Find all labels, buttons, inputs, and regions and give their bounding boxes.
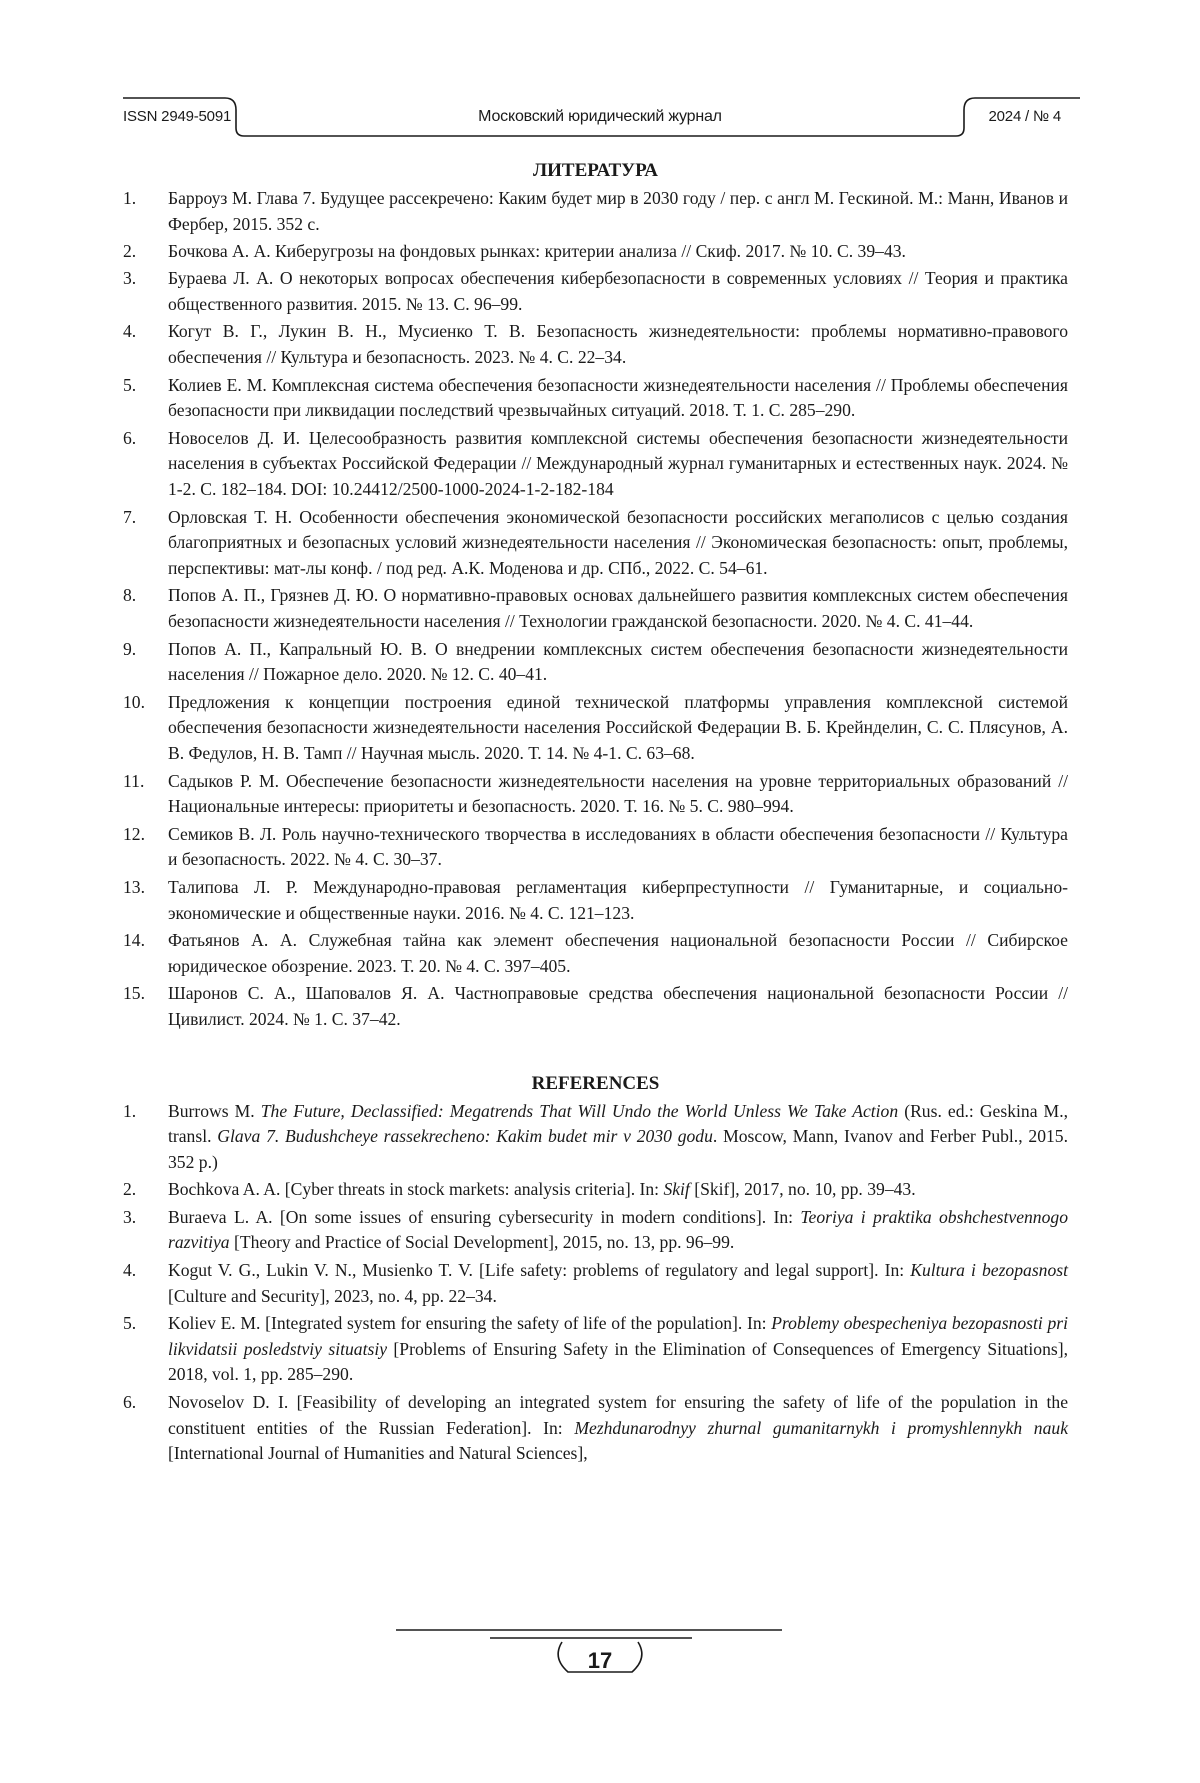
literature-item — [123, 239, 1068, 265]
item-number: 3. — [123, 266, 168, 318]
item-text: Талипова Л. Р. Международно-правовая регламентация киберпреступности // Гуманитарные, и социально-экономические и общественные науки. 2016. № 4. С. 121–123. — [168, 875, 1068, 927]
item-text-part: Burrows M. — [168, 1101, 261, 1121]
literature-item — [123, 769, 1068, 821]
reference-item — [123, 1177, 1068, 1203]
item-number: 2. — [123, 1177, 168, 1203]
reference-item — [123, 1390, 1068, 1467]
item-text-part: [Culture and Security], 2023, no. 4, pp. 22–34. — [168, 1286, 497, 1306]
item-title-italic: The Future, Declassified: Megatrends That Will Undo the World Unless We Take Action — [261, 1101, 898, 1121]
literature-item — [123, 637, 1068, 689]
item-text-part: [Theory and Practice of Social Development], 2015, no. 13, pp. 96–99. — [230, 1232, 735, 1252]
item-text-part: Kogut V. G., Lukin V. N., Musienko T. V. [Life safety: problems of regulatory and legal support]. In: — [168, 1260, 910, 1280]
item-number: 10. — [123, 690, 168, 767]
literature-item — [123, 583, 1068, 635]
item-number: 11. — [123, 769, 168, 821]
item-number: 9. — [123, 637, 168, 689]
literature-list — [123, 186, 1068, 1033]
item-text-part: [International Journal of Humanities and Natural Sciences], — [168, 1443, 588, 1463]
item-text: Барроуз М. Глава 7. Будущее рассекречено: Каким будет мир в 2030 году / пер. с англ М. Гескиной. М.: Манн, Иванов и Фербер, 2015. 352 с. — [168, 186, 1068, 238]
literature-item — [123, 426, 1068, 503]
item-text — [168, 1205, 1068, 1257]
references-list — [123, 1099, 1068, 1468]
item-text — [168, 1099, 1068, 1176]
item-title-italic: Mezhdunarodnyy zhurnal gumanitarnykh i promyshlennykh nauk — [574, 1418, 1068, 1438]
item-number: 14. — [123, 928, 168, 980]
item-number: 6. — [123, 426, 168, 503]
item-text — [168, 1311, 1068, 1388]
item-text-part: [Problems of Ensuring Safety in the Elimination of Consequences of Emergency Situations], 2018, vol. 1, pp. 285–290. — [168, 1339, 1068, 1385]
item-number: 3. — [123, 1205, 168, 1257]
reference-item — [123, 1258, 1068, 1310]
issn-label: ISSN 2949-5091 — [123, 108, 231, 125]
item-text: Семиков В. Л. Роль научно-технического творчества в исследованиях в области обеспечения без­опасности // Культура и безопасность. 2022. № 4. С. 30–37. — [168, 822, 1068, 874]
literature-item — [123, 822, 1068, 874]
literature-item — [123, 928, 1068, 980]
item-text — [168, 1390, 1068, 1467]
literature-item — [123, 875, 1068, 927]
item-title-italic: Problemy obespecheniya bezopasnosti pri likvidatsii posledstviy situatsiy — [168, 1313, 1068, 1359]
item-text-part: (Rus. ed.: Geskina M., transl. — [168, 1101, 1068, 1147]
item-number: 12. — [123, 822, 168, 874]
item-text-part: [Skif], 2017, no. 10, pp. 39–43. — [690, 1179, 916, 1199]
item-number: 5. — [123, 1311, 168, 1388]
item-text: Фатьянов А. А. Служебная тайна как элемент обеспечения национальной безопасности России // Сибирское юридическое обозрение. 2023. Т. 20. № 4. С. 397–405. — [168, 928, 1068, 980]
item-text-part: Novoselov D. I. [Feasibility of developing an integrated system for ensuring the safety of life of the population in the constituent entities of the Russian Federation]. In: — [168, 1392, 1068, 1438]
reference-item — [123, 1311, 1068, 1388]
literature-item — [123, 319, 1068, 371]
page-content — [123, 158, 1068, 1469]
literature-item — [123, 266, 1068, 318]
item-number: 15. — [123, 981, 168, 1033]
page-number: 17 — [0, 1648, 1200, 1674]
header-rule — [0, 0, 1200, 160]
literature-item — [123, 690, 1068, 767]
item-text-part: Koliev E. M. [Integrated system for ensuring the safety of life of the population]. In: — [168, 1313, 771, 1333]
item-number: 7. — [123, 505, 168, 582]
item-text: Шаронов С. А., Шаповалов Я. А. Частноправовые средства обеспечения национальной безопас­ности России // Цивилист. 2024. № 1. С. 37–42. — [168, 981, 1068, 1033]
literature-item — [123, 373, 1068, 425]
literature-item — [123, 505, 1068, 582]
item-title-italic: Skif — [663, 1179, 689, 1199]
item-text: Садыков Р. М. Обеспечение безопасности жизнедеятельности населения на уровне территори­альных образований // Национальные интересы: приоритеты и безопасность. 2020. Т. 16. № 5. С. 980–994. — [168, 769, 1068, 821]
item-text: Колиев Е. М. Комплексная система обеспечения безопасности жизнедеятельности населения // Проблемы обеспечения безопасности при ликвидации последствий чрезвычайных ситуаций. 2018. Т. 1. С. 285–290. — [168, 373, 1068, 425]
item-text: Предложения к концепции построения единой технической платформы управления комплекс­ной системой обеспечения безопасности жизнедеятельности населения Российской Федерации В. Б. Крейнделин, С. С. Плясунов, А. В. Федулов, Н. В. Тамп // Научная мысль. 2020. Т. 14. № 4-1. С. 63–68. — [168, 690, 1068, 767]
item-text: Бочкова А. А. Киберугрозы на фондовых рынках: критерии анализа // Скиф. 2017. № 10. С. 39–43. — [168, 239, 1068, 265]
literature-item — [123, 186, 1068, 238]
issue-label: 2024 / № 4 — [989, 108, 1061, 125]
item-number: 6. — [123, 1390, 168, 1467]
reference-item — [123, 1099, 1068, 1176]
item-title-italic: Glava 7. Budushcheye rassekrecheno: Kakim budet mir v 2030 godu — [217, 1126, 713, 1146]
item-text — [168, 1177, 1068, 1203]
item-text-part: . Moscow, Mann, Ivanov and Ferber Publ., 2015. 352 p.) — [168, 1126, 1068, 1172]
item-number: 4. — [123, 319, 168, 371]
item-text: Попов А. П., Грязнев Д. Ю. О нормативно-правовых основах дальнейшего развития комплекс­ных систем обеспечения безопасности жизнедеятельности населения // Технологии граждан­ской безопасности. 2020. № 4. С. 41–44. — [168, 583, 1068, 635]
literature-item — [123, 981, 1068, 1033]
item-number: 13. — [123, 875, 168, 927]
item-title-italic: Kultura i bezopasnost — [910, 1260, 1068, 1280]
item-number: 4. — [123, 1258, 168, 1310]
item-number: 2. — [123, 239, 168, 265]
item-text-part: Buraeva L. A. [On some issues of ensuring cybersecurity in modern conditions]. In: — [168, 1207, 800, 1227]
item-number: 1. — [123, 186, 168, 238]
journal-title: Московский юридический журнал — [0, 108, 1200, 126]
item-text — [168, 1258, 1068, 1310]
item-number: 1. — [123, 1099, 168, 1176]
item-text: Новоселов Д. И. Целесообразность развития комплексной системы обеспечения безопасности жизнедеятельности населения в субъектах Российской Федерации // Международный журнал гуманитарных и естественных наук. 2024. № 1-2. С. 182–184. DOI: 10.24412/2500-1000-2024-1-2-182-184 — [168, 426, 1068, 503]
reference-item — [123, 1205, 1068, 1257]
item-text: Когут В. Г., Лукин В. Н., Мусиенко Т. В. Безопасность жизнедеятельности: проблемы норматив­но-правового обеспечения // Культура и безопасность. 2023. № 4. С. 22–34. — [168, 319, 1068, 371]
item-text-part: Bochkova A. A. [Cyber threats in stock markets: analysis criteria]. In: — [168, 1179, 663, 1199]
item-title-italic: Teoriya i praktika obshchestvennogo razvitiya — [168, 1207, 1068, 1253]
item-text: Бураева Л. А. О некоторых вопросах обеспечения кибербезопасности в современных условиях // Теория и практика общественного развития. 2015. № 13. С. 96–99. — [168, 266, 1068, 318]
item-text: Орловская Т. Н. Особенности обеспечения экономической безопасности российских мега­полисов с целью создания благоприятных и безопасных условий жизнедеятельности населе­ния // Экономическая безопасность: опыт, проблемы, перспективы: мат-лы конф. / под ред. А.К. Моденова и др. СПб., 2022. С. 54–61. — [168, 505, 1068, 582]
item-text: Попов А. П., Капральный Ю. В. О внедрении комплексных систем обеспечения безопасности жизнедеятельности населения // Пожарное дело. 2020. № 12. С. 40–41. — [168, 637, 1068, 689]
literature-heading: ЛИТЕРАТУРА — [123, 158, 1068, 184]
references-heading: REFERENCES — [123, 1071, 1068, 1097]
item-number: 5. — [123, 373, 168, 425]
item-number: 8. — [123, 583, 168, 635]
